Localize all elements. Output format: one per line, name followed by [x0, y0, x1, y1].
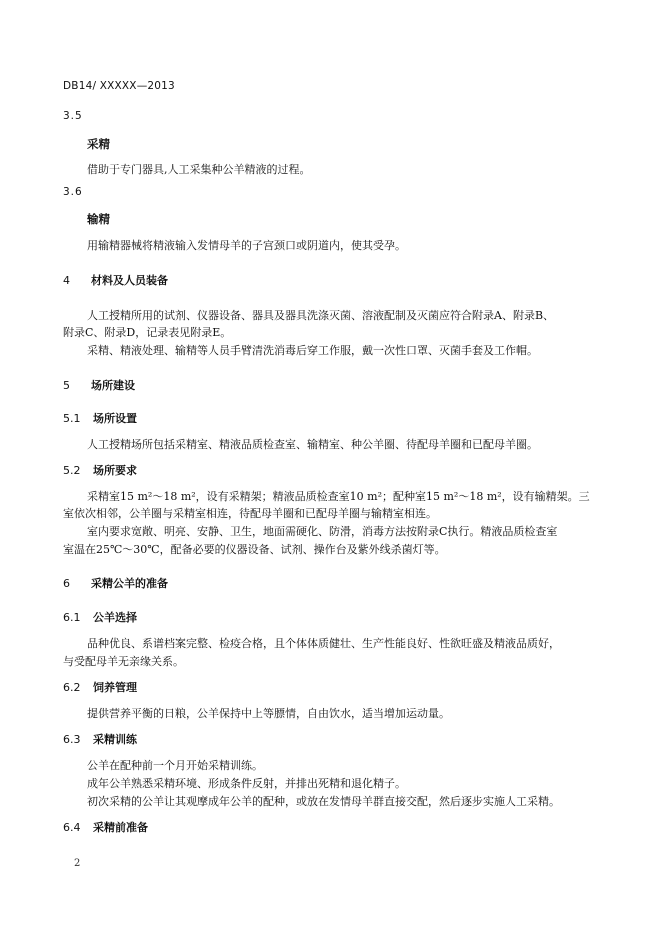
- section-heading-4: [63, 272, 168, 288]
- term-caijing: 采精: [87, 137, 110, 151]
- paragraph-line: 与受配母羊无亲缘关系。: [63, 655, 184, 668]
- section-title: 材料及人员装备: [91, 274, 168, 287]
- clause-number-3-6: 3.6: [63, 186, 83, 198]
- subsection-title: 饲养管理: [93, 681, 137, 694]
- subsection-title: 采精前准备: [93, 821, 148, 834]
- paragraph-line: 附录C、附录D，记录表见附录E。: [63, 326, 232, 339]
- paragraph-line: 人工授精场所包括采精室、精液品质检查室、输精室、种公羊圈、待配母羊圈和已配母羊圈。: [87, 438, 538, 451]
- subsection-number: 6.2: [63, 681, 81, 694]
- section-number: 4: [63, 274, 70, 287]
- definition-caijing: 借助于专门器具,人工采集种公羊精液的过程。: [87, 163, 311, 176]
- subsection-title: 公羊选择: [93, 611, 137, 624]
- section-title: 采精公羊的准备: [91, 577, 168, 590]
- subsection-heading-5-1: [63, 410, 137, 426]
- paragraph-line: 采精、精液处理、输精等人员手臂清洗消毒后穿工作服，戴一次性口罩、灭菌手套及工作帽。: [87, 344, 538, 357]
- subsection-number: 6.1: [63, 611, 81, 624]
- section-number: 5: [63, 379, 70, 392]
- clause-number-3-5: 3.5: [63, 110, 83, 122]
- subsection-number: 5.1: [63, 412, 81, 425]
- paragraph-line: 初次采精的公羊让其观摩成年公羊的配种，或放在发情母羊群直接交配，然后逐步实施人工采精。: [87, 795, 560, 808]
- paragraph-line: 室依次相邻，公羊圈与采精室相连，待配母羊圈和已配母羊圈与输精室相连。: [63, 507, 437, 520]
- subsection-heading-5-2: [63, 462, 137, 478]
- paragraph-line: 人工授精所用的试剂、仪器设备、器具及器具洗涤灭菌、溶液配制及灭菌应符合附录A、附录B、: [87, 309, 555, 322]
- section-title: 场所建设: [91, 379, 135, 392]
- paragraph-line: 公羊在配种前一个月开始采精训练。: [87, 759, 263, 772]
- subsection-heading-6-2: [63, 679, 137, 695]
- paragraph-line: 室温在25℃～30℃，配备必要的仪器设备、试剂、操作台及紫外线杀菌灯等。: [63, 543, 446, 556]
- subsection-number: 6.3: [63, 733, 81, 746]
- definition-shujing: 用输精器械将精液输入发情母羊的子宫颈口或阴道内，使其受孕。: [87, 239, 406, 252]
- section-heading-5: [63, 377, 135, 393]
- subsection-number: 6.4: [63, 821, 81, 834]
- subsection-heading-6-4: [63, 819, 148, 835]
- term-shujing: 输精: [87, 212, 110, 226]
- subsection-heading-6-3: [63, 731, 137, 747]
- section-heading-6: [63, 575, 168, 591]
- subsection-title: 场所要求: [93, 464, 137, 477]
- section-number: 6: [63, 577, 70, 590]
- paragraph-line: 品种优良、系谱档案完整、检疫合格，且个体体质健壮、生产性能良好、性欲旺盛及精液品质好，: [87, 637, 560, 650]
- subsection-title: 采精训练: [93, 733, 137, 746]
- paragraph-line: 室内要求宽敞、明亮、安静、卫生，地面需硬化、防滑，消毒方法按附录C执行。精液品质检查室: [87, 525, 558, 538]
- paragraph-line: 成年公羊熟悉采精环境、形成条件反射，并排出死精和退化精子。: [87, 777, 406, 790]
- page-number: 2: [74, 858, 81, 869]
- subsection-heading-6-1: [63, 609, 137, 625]
- document-code-header: DB14/ XXXXX—2013: [63, 80, 175, 92]
- paragraph-line: 采精室15 m²～18 m²，设有采精架；精液品质检查室10 m²；配种室15 m²～18 m²，设有输精架。三: [87, 490, 590, 503]
- paragraph-line: 提供营养平衡的日粮，公羊保持中上等膘情，自由饮水，适当增加运动量。: [87, 707, 450, 720]
- subsection-number: 5.2: [63, 464, 81, 477]
- subsection-title: 场所设置: [93, 412, 137, 425]
